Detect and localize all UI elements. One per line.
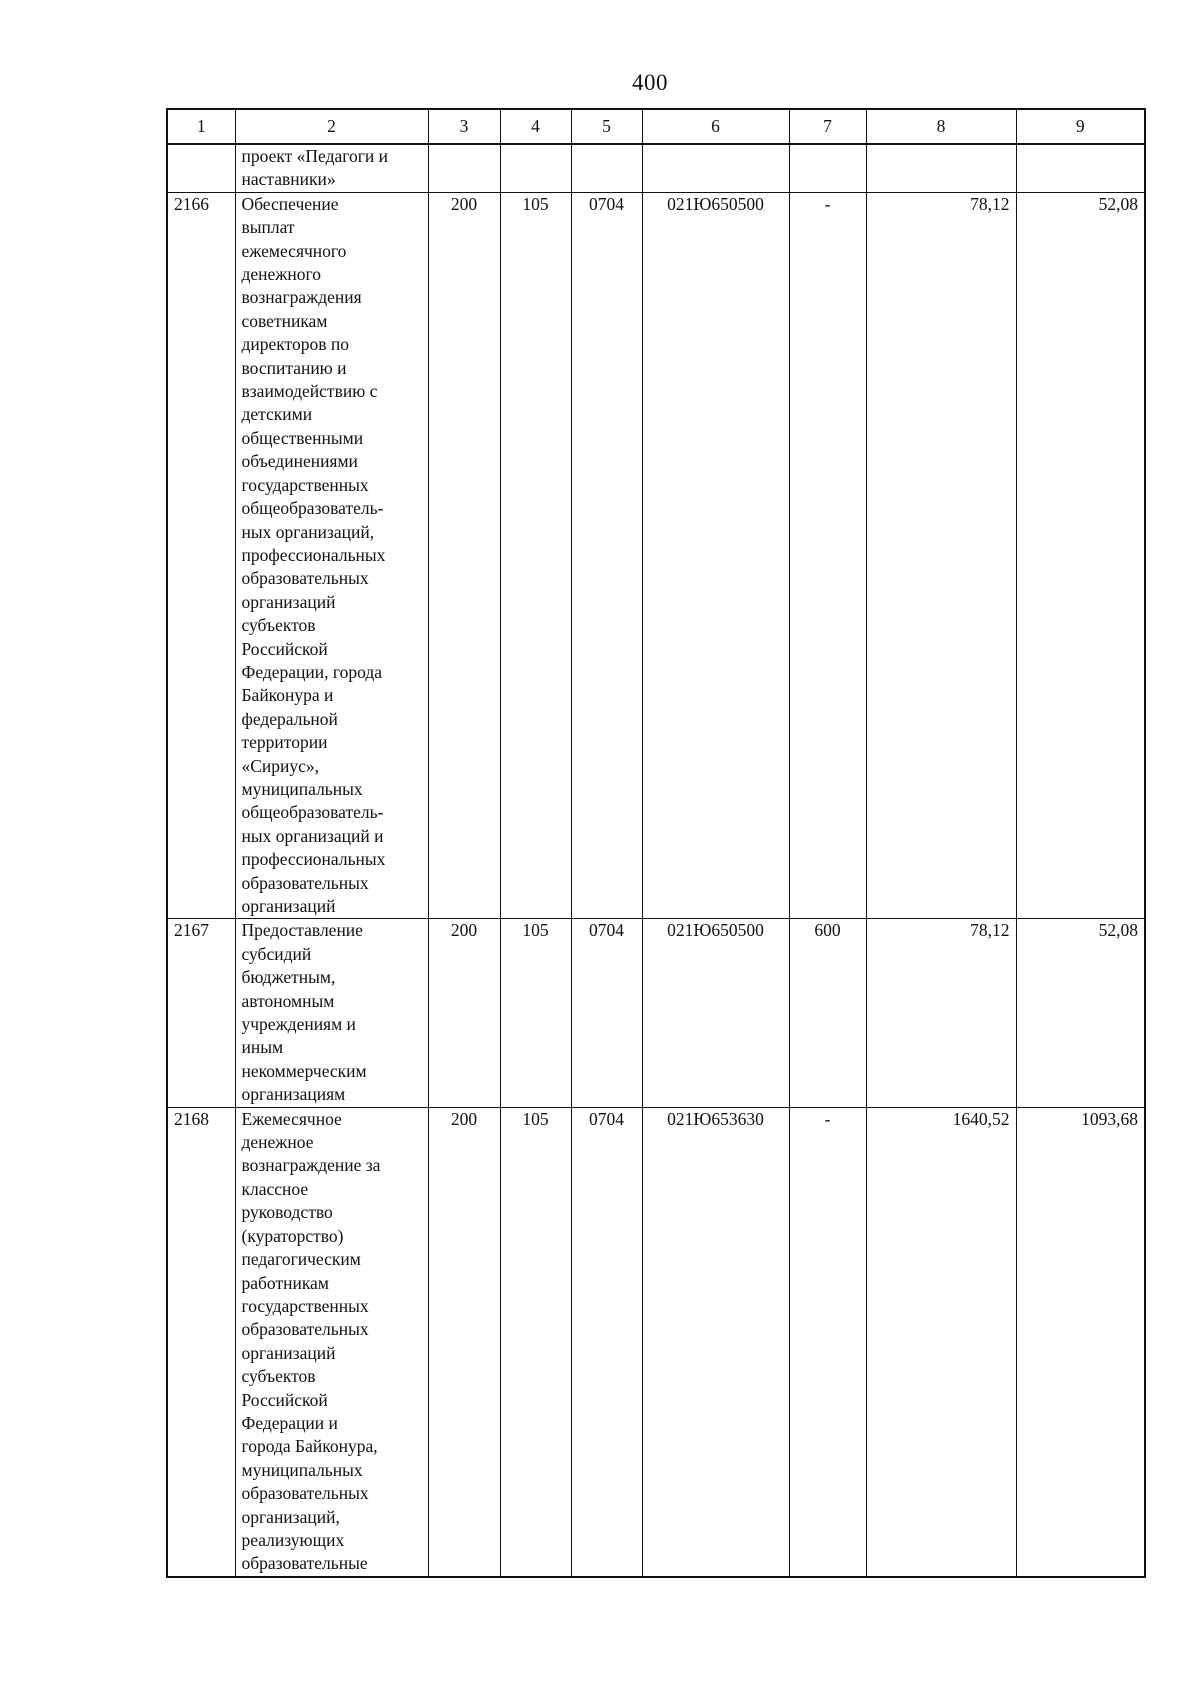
- table-cell: 52,08: [1016, 192, 1145, 919]
- table-cell: [571, 144, 642, 192]
- table-cell: 200: [428, 1107, 500, 1577]
- row-number-cell: 2166: [167, 192, 235, 919]
- table-cell: 600: [789, 919, 866, 1107]
- row-description: Предоставление субсидий бюджетным, автономным учреждениям и иным некоммерческим организациям: [235, 919, 428, 1107]
- table-cell: 0704: [571, 1107, 642, 1577]
- table-cell: 0704: [571, 192, 642, 919]
- table-cell: [428, 144, 500, 192]
- column-header: 1: [167, 109, 235, 144]
- table-cell: 021Ю653630: [642, 1107, 789, 1577]
- table-row: [167, 919, 1145, 1107]
- column-header: 4: [500, 109, 571, 144]
- table-row: [167, 192, 1145, 919]
- row-description: Ежемесячное денежное вознаграждение за классное руководство (кураторство) педагогическим работникам государственных образовательных организаций субъектов Российской Федерации и города Байконура, муниципальных образовательных организаций, реализующих образовательные: [235, 1107, 428, 1577]
- table-cell: 78,12: [866, 192, 1016, 919]
- table-cell: 1093,68: [1016, 1107, 1145, 1577]
- row-number-cell: 2167: [167, 919, 235, 1107]
- table-cell: 1640,52: [866, 1107, 1016, 1577]
- column-header: 5: [571, 109, 642, 144]
- table-row-continuation: [167, 144, 1145, 192]
- table-cell: 021Ю650500: [642, 919, 789, 1107]
- table-cell: 0704: [571, 919, 642, 1107]
- table-cell: 52,08: [1016, 919, 1145, 1107]
- table-cell: 105: [500, 919, 571, 1107]
- row-number-cell: [167, 144, 235, 192]
- column-header: 9: [1016, 109, 1145, 144]
- table-cell: 200: [428, 919, 500, 1107]
- row-description: Обеспечение выплат ежемесячного денежного вознаграждения советникам директоров по воспитанию и взаимодействию с детскими общественными объединениями государственных общеобразователь- ных организаций, профессиональных образовательных организаций субъектов Российской Федерации, города Байконура и федеральной территории «Сириус», муниципальных общеобразователь- ных организаций и профессиональных образовательных организаций: [235, 192, 428, 919]
- table-cell: [500, 144, 571, 192]
- row-description: проект «Педагоги и наставники»: [235, 144, 428, 192]
- table-cell: 200: [428, 192, 500, 919]
- table-cell: [1016, 144, 1145, 192]
- column-header: 3: [428, 109, 500, 144]
- table-cell: 78,12: [866, 919, 1016, 1107]
- column-header: 7: [789, 109, 866, 144]
- header-row: [167, 109, 1145, 144]
- table-cell: [642, 144, 789, 192]
- table-cell: -: [789, 1107, 866, 1577]
- column-header: 6: [642, 109, 789, 144]
- budget-table: [166, 108, 1146, 1578]
- table-cell: [789, 144, 866, 192]
- table-cell: -: [789, 192, 866, 919]
- table-row: [167, 1107, 1145, 1577]
- column-header: 2: [235, 109, 428, 144]
- table-cell: [866, 144, 1016, 192]
- table-cell: 105: [500, 192, 571, 919]
- table-cell: 105: [500, 1107, 571, 1577]
- table-cell: 021Ю650500: [642, 192, 789, 919]
- column-header: 8: [866, 109, 1016, 144]
- row-number-cell: 2168: [167, 1107, 235, 1577]
- page-number: 400: [632, 70, 668, 95]
